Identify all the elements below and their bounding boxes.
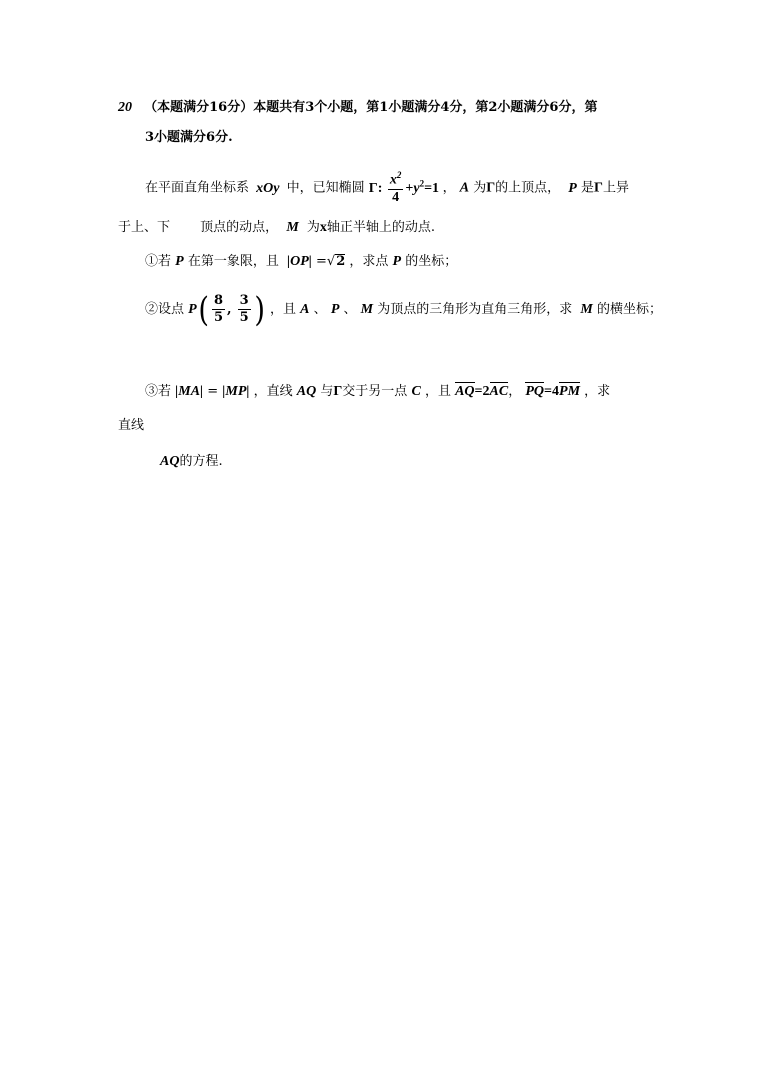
sub-question-3: ③若 |MA| = |MP| ，直线 AQ 与Γ交于另一点 C ，且 AQ=2AC， PQ=4PM ，求 (145, 384, 611, 399)
question-number: 20 (118, 100, 132, 115)
sub-question-3-line3: AQ的方程. (160, 454, 223, 469)
ellipse-equation: Γ: $\frac{x^2}{4}$ $+y^2=1$ (369, 181, 443, 196)
question-header-line2: 3小题满分6分. (145, 130, 233, 145)
ellipse-fraction: $\frac{x^2}{4}$ (388, 167, 404, 206)
intro-line-2: 于上、下 顶点的动点， M 为x轴正半轴上的动点. (118, 220, 436, 235)
question-header-text: （本题满分16分）本题共有3个小题，第1小题满分4分，第2小题满分6分，第 (144, 100, 598, 115)
sub-question-2: ②设点 P( $\frac{8}{5}$ , $\frac{3}{5}$ ) ，且 A 、 P 、 M 为顶点的三角形为直角三角形，求 M 的横坐标； (145, 289, 663, 330)
sub-question-1: ①若 P 在第一象限，且 |OP| =√2 ，求点 P 的坐标； (145, 254, 458, 269)
intro-line-1: 在平面直角坐标系 xOy 中，已知椭圆 Γ: $\frac{x^2}{4}$ $+y^2=1$ ， A 为Γ的上顶点， P 是Γ上异 (145, 168, 629, 206)
sub-question-3-line2: 直线 (118, 418, 145, 433)
question-header (118, 98, 597, 118)
